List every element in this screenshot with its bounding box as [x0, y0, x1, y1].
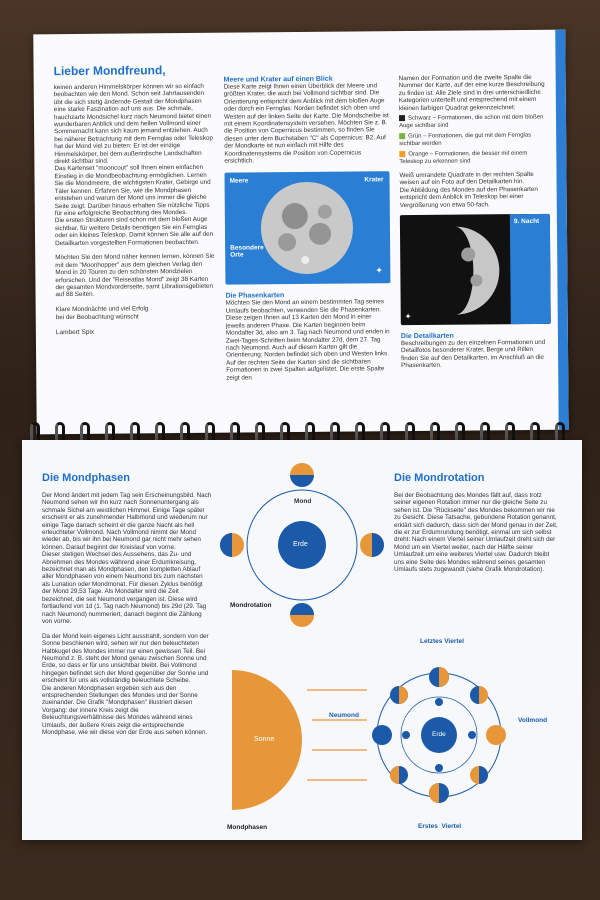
label-sonne: Sonne	[254, 736, 275, 743]
intro-title: Lieber Mondfreund,	[53, 63, 166, 79]
label-krater: Krater	[364, 176, 384, 184]
legend-item-orange: Orange – Formationen, die besser mit einem Teleskop zu erkennen sind	[399, 150, 528, 165]
legend-item-green: Grün – Formationen, die gut mit dem Fernglas sichtbar werden	[399, 132, 532, 147]
mondrotation-text: Bei der Beobachtung des Mondes fällt auf, dass trotz seiner eigenen Rotation immer nur die gleiche Seite zu sehen ist. Die "Rückseite" des Mondes bekommen wir nie zu Gesicht. Diese Tatsache, gebundene Rotation genannt, erklärt sich dadurch, dass sich der Mond genau in der Zeit, die er zur Erdumrundung benötigt, einmal um sich selbst dreht: Nach einem Viertel seiner Umlaufzeit dreht sich der Mond um ein Viertel weiter, nach der Hälfte seiner Umlaufzeit um eine weiteres Viertel usw. Dadurch bleibt uns eine Seite des Mondes während seines gesamten Umlaufs stets zugewandt (siehe Grafik Mondrotation).	[394, 492, 560, 574]
orange-square-icon	[399, 151, 405, 157]
mondphasen-column	[42, 472, 212, 736]
heading-phasenkarten: Die Phasenkarten	[225, 292, 285, 301]
phase-card	[400, 214, 551, 325]
bottom-page	[22, 440, 582, 840]
overview-map-card	[224, 172, 390, 285]
label-erde-rotation: Erde	[293, 541, 308, 548]
middle-column	[224, 75, 392, 381]
mondphasen-caption: Mondphasen	[227, 824, 268, 831]
intro-column	[54, 63, 216, 336]
top-page	[33, 30, 568, 435]
label-erstes-viertel: Erstes Viertel	[418, 823, 462, 830]
right-column	[399, 74, 552, 370]
legend-item-black: Schwarz – Formationen, die schon mit dem bloßen Auge sichtbar sind	[399, 114, 544, 129]
text-kategorien: Namen der Formation und die zweite Spalte die Nummer der Karte, auf der eine kurze Beschreibung zu finden ist. Alle Ziele sind in drei unterschiedliche Kategorien unterteilt und entsprechend mit einem kleinen farbigen Quadrat gekennzeichnet:	[398, 73, 547, 112]
heading-meere-krater: Meere und Krater auf einen Blick	[223, 75, 333, 84]
text-meere-krater: Diese Karte zeigt Ihnen einen Überblick der Meere und größten Krater, die auch bei Vollmond sichtbar sind. Die Orientierung entspricht dem Anblick mit dem bloßen Auge oder durch ein Fernglas: Norden befindet sich oben und Westen auf der linken Seite der Karte. Die Mondscheibe ist mit einem Koordinatensystem versehen. Möchten Sie z. B. die Position von Copernicus bestimmen, so finden Sie diesen unter dem Buchstaben "C" als Copernicus: B2. Auf der Mondkarte ist nun einfach mit Hilfe des Koordinatensystems die Position von Copernicus ersichtlich.	[223, 82, 391, 165]
half-moon-image	[400, 214, 551, 325]
green-square-icon	[399, 133, 405, 139]
svg-text:✦: ✦	[375, 265, 383, 276]
text-foto-hinweis: Weiß umrandete Quadrate in der rechten Spalte weisen auf ein Foto auf den Detailkarten hin. Die Abbildung des Mondes auf den Phasenkarten entspricht dem Anblick im Teleskop bei einer Vergrößerung von etwa 50-fach.	[399, 170, 540, 209]
full-moon-image	[224, 172, 390, 285]
mondrotation-title: Die Mondrotation	[394, 472, 485, 484]
label-vollmond: Vollmond	[518, 717, 548, 724]
svg-text:✦: ✦	[404, 312, 412, 322]
heading-detailkarten: Die Detailkarten	[400, 332, 454, 341]
mondrotation-caption: Mondrotation	[230, 602, 272, 609]
mondphasen-diagram	[217, 650, 567, 820]
text-detailkarten: Beschreibungen zu den einzelnen Formationen und Detailfotos besonderer Krater, Berge und Rillen finden Sie auf den Detailkarten, im Anschluß an die Phasenkarten.	[400, 338, 547, 370]
label-besondere-orte: Besondere Orte	[230, 244, 264, 260]
label-letztes-viertel: Letztes Viertel	[420, 638, 464, 645]
intro-text: keinen anderen Himmelskörper können wir so einfach beobachten wie den Mond. Schon seit Jahrtausenden übt die sich stetig ändernde Gestalt der Mondphasen eine starke Faszination auf uns aus. Die schmale, hauchzarte Mondsichel kurz nach Neumond bietet einen wunderbaren Anblick und dem hellen Vollmond einer Sommernacht kann sich kaum jemand entziehen. Auch bei näherer Betrachtung mit dem Fernglas oder Teleskop hat der Mond viel zu bieten: Er ist der einzige Himmelskörper, bei dem außerirdische Landschaften direkt sichtbar sind. Das Kartenset "mooncout" soll Ihnen einen einfachen Einstieg in die Mondbeobachtung ermöglichen. Lernen Sie die Mondmeere, die wichtigsten Krater, Gebirge und Täler kennen. Erfahren Sie, wie die Mondphasen entstehen und warum der Mond uns immer die gleiche Seite zeigt. Darüber hinaus erhalten Sie nützliche Tipps für eine erfolgreiche Beobachtung des Mondes. Die ersten Strukturen sind schon mit dem bloßen Auge sichtbar, für weitere Details benötigen Sie ein Fernglas oder ein kleines Teleskop. Damit können Sie alle auf den Detailkarten vorgestellten Formationen beobachten. Möchten Sie den Mond näher kennen lernen, können Sie mit dem "Moonhopper" aus dem gleichen Verlag den Mond in 20 Touren zu den schönsten Mondzielen erforschen. Und der "Reiseatlas Mond" zeigt 38 Karten der gesamten Mondvorderseite, samt Librationsgebieten auf 88 Seiten. Klare Mondnächte und viel Erfolg bei der Beobachtung wünscht	[53, 82, 217, 321]
label-mond: Mond	[294, 498, 312, 505]
black-square-icon	[399, 115, 405, 121]
mondphasen-title: Die Mondphasen	[42, 472, 131, 484]
text-phasenkarten: Möchten Sie den Mond an einem bestimmten Tag seines Umlaufs beobachten, verwenden Sie die Phasenkarten. Diese zeigen Ihnen auf 13 Karten den Mond in einer jeweils anderen Phase. Die Karten beginnen beim Mondalter 3d, also am 3. Tag nach Neumond und enden in Zwei-Tages-Schritten beim Mondalter 27d, dem 27. Tag nach Neumond. Auch auf diesen Karten gilt die Orientierung: Norden befindet sich oben und Westen links. Auf der rechten Seite der Karten sind die sichtbaren Formationen in zwei Spalten aufgelistet. Die erste Spalte zeigt den	[225, 298, 392, 382]
mondrotation-column	[394, 472, 559, 573]
label-meere: Meere	[229, 177, 249, 186]
label-erde-phasen: Erde	[432, 731, 446, 738]
signature: Lambert Spix	[55, 328, 95, 337]
category-legend	[399, 114, 549, 166]
label-neumond: Neumond	[329, 712, 359, 719]
label-9-nacht: 9. Nacht	[513, 217, 540, 226]
mondphasen-text: Der Mond ändert mit jedem Tag sein Erscheinungsbild. Nach Neumond sehen wir ihn kurz nach Sonnenuntergang als schmale Sichel am westlichen Himmel. Einige Tage später erscheint er als zunehmender Halbmond und wiederum nur einige Tage danach scheint er die ganze Nacht als hell erleuchteter Vollmond. Nach Vollmond nimmt der Mond wieder ab, bis wir ihn bei Neumond gar nicht mehr sehen können. Darauf beginnt der Kreislauf von vorne. Dieser stetigen Wechsel des Aussehens, das Zu- und Abnehmen des Mondes während einer Erdumkreisung, bezeichnet man als Mondphasen, den kompletten Ablauf aller Mondphasen von einem Neumond bis zum nächsten als Lunation oder Mondmonat. Für diesen Zyklus benötigt der Mond 29,53 Tage. Als Mondalter wird die Zeit bezeichnet, die seit Neumond vergangen ist. Diese wird fortlaufend von 1d (1. Tag nach Neumond) bis 29d (29. Tag nach Neumond) nummeriert, danach beginnt die Zählung von vorne. Da der Mond kein eigenes Licht ausstrahlt, sondern von der Sonne beschienen wird, sehen wir nur den beleuchteten Halbkugel des Mondes immer nur einen gewissen Teil. Bei Neumond z. B. steht der Mond genau zwischen Sonne und Erde, so dass er für uns unsichtbar bleibt. Bei Vollmond hingegen befindet sich der Mond gegenüber der Sonne und erscheint für uns als vollständig beleuchtete Scheibe. Die anderen Mondphasen ergeben sich aus den entsprechenden Stellungen des Mondes und der Sonne zueinander. Die Grafik "Mondphasen" illustriert diesen Vorgang: der innere Kreis zeigt die Beleuchtungsverhältnisse des Mondes während eines Umlaufs, der äußere Kreis zeigt die entsprechende Mondphase, wie wir diese von der Erde aus sehen können.	[42, 492, 212, 736]
